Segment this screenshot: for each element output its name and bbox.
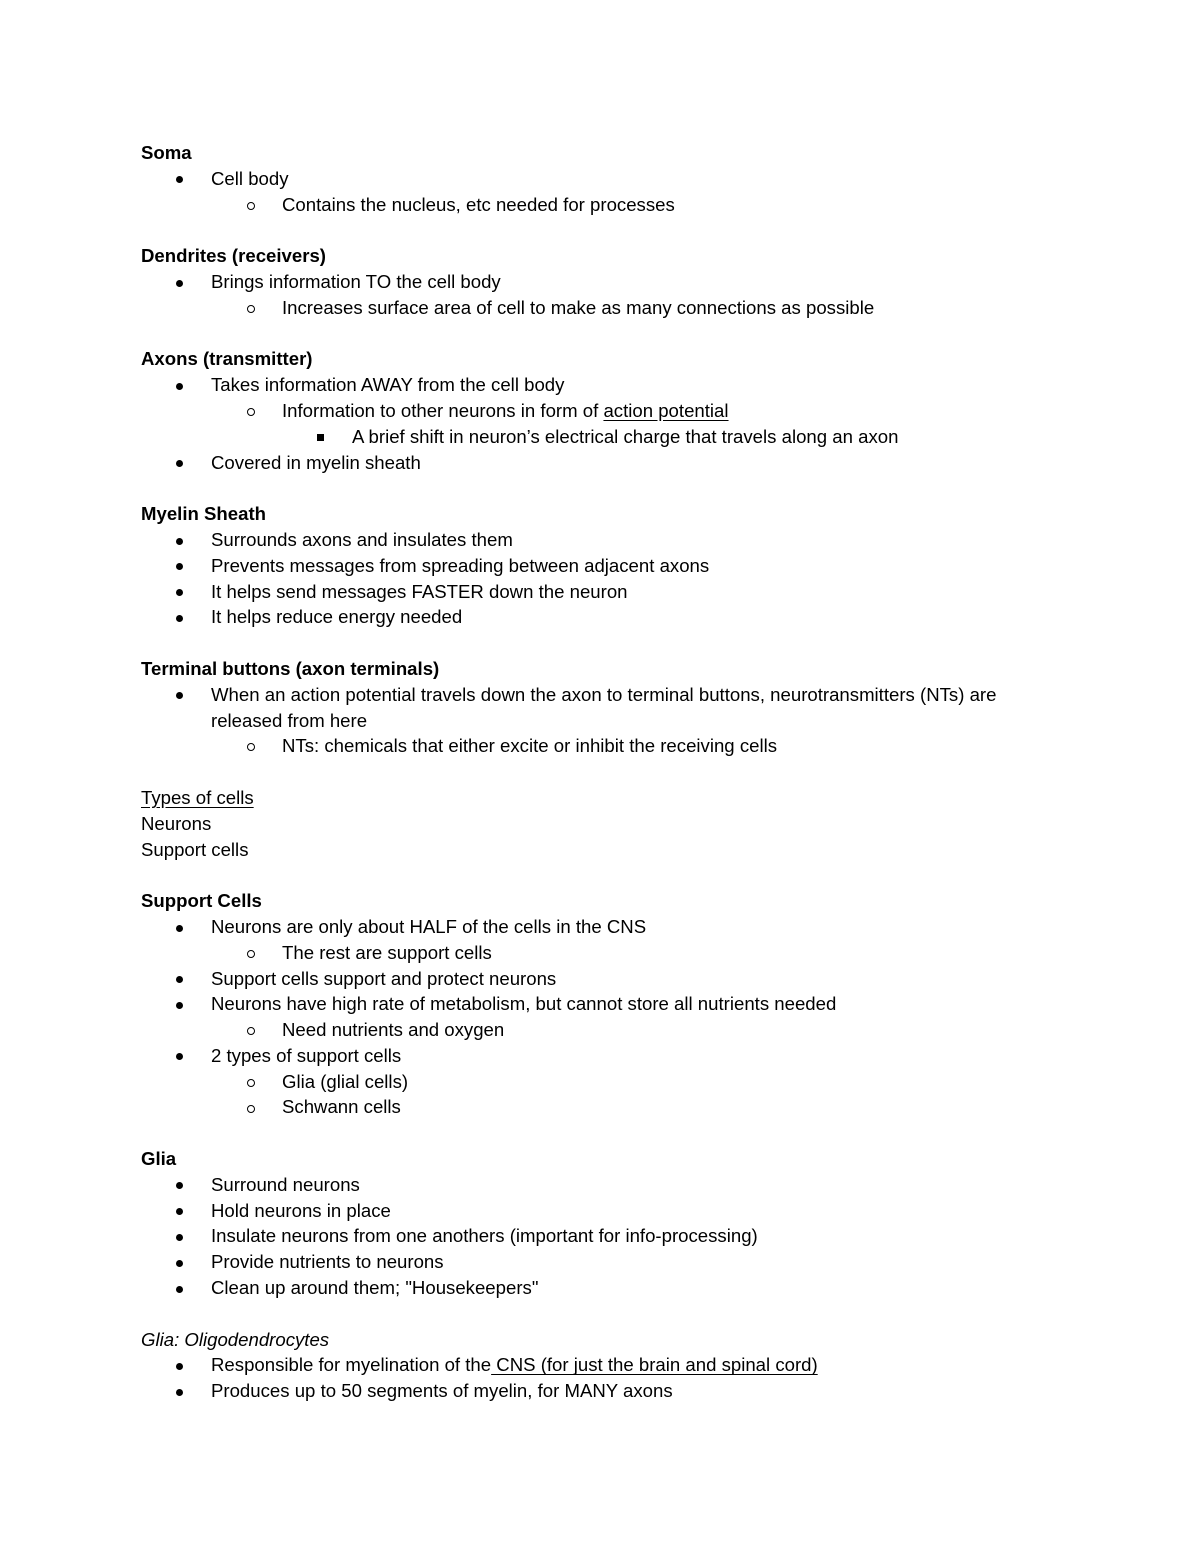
hollow-bullet-icon (247, 1105, 255, 1113)
bullet-icon (176, 976, 183, 983)
list-item: A brief shift in neuron’s electrical charge that travels along an axon (141, 424, 1061, 450)
list-item: Insulate neurons from one anothers (important for info-processing) (141, 1223, 1061, 1249)
bullet-icon (176, 615, 183, 622)
heading-myelin-sheath: Myelin Sheath (141, 503, 267, 525)
hollow-bullet-icon (247, 950, 255, 958)
list-item: The rest are support cells (141, 940, 1061, 966)
bullet-icon (176, 563, 183, 570)
underlined-term: action potential (603, 399, 729, 421)
bullet-icon (176, 692, 183, 699)
hollow-bullet-icon (247, 1079, 255, 1087)
hollow-bullet-icon (247, 743, 255, 751)
hollow-bullet-icon (247, 1027, 255, 1035)
list-item: Support cells support and protect neurons (141, 966, 1061, 992)
list-item: Glia (glial cells) (141, 1069, 1061, 1095)
heading-glia: Glia (141, 1148, 177, 1170)
list-item: Schwann cells (141, 1094, 1061, 1120)
list-item: Provide nutrients to neurons (141, 1249, 1061, 1275)
list-item: Covered in myelin sheath (141, 450, 1061, 476)
list-item: It helps reduce energy needed (141, 604, 1061, 630)
bullet-icon (176, 383, 183, 390)
notes-body (141, 140, 1061, 1404)
list-item: Produces up to 50 segments of myelin, for MANY axons (141, 1378, 1061, 1404)
hollow-bullet-icon (247, 305, 255, 313)
square-bullet-icon (317, 434, 324, 441)
list-item: Surround neurons (141, 1172, 1061, 1198)
hollow-bullet-icon (247, 408, 255, 416)
bullet-icon (176, 1053, 183, 1060)
heading-oligodendrocytes: Glia: Oligodendrocytes (141, 1328, 330, 1350)
plain-line: Support cells (141, 838, 249, 860)
list-item: Need nutrients and oxygen (141, 1017, 1061, 1043)
heading-soma: Soma (141, 142, 192, 163)
list-item: Clean up around them; "Housekeepers" (141, 1275, 1061, 1301)
list-item: Brings information TO the cell body (141, 269, 1061, 295)
list-item: Neurons are only about HALF of the cells in the CNS (141, 914, 1061, 940)
list-item: Cell body (141, 166, 1061, 192)
bullet-icon (176, 280, 183, 287)
heading-terminal-buttons: Terminal buttons (axon terminals) (141, 657, 440, 679)
hollow-bullet-icon (247, 202, 255, 210)
list-item: Surrounds axons and insulates them (141, 527, 1061, 553)
list-item: When an action potential travels down the axon to terminal buttons, neurotransmitters (NTs) are released from here (141, 682, 1061, 734)
bullet-icon (176, 538, 183, 545)
list-item: Takes information AWAY from the cell body (141, 372, 1061, 398)
bullet-icon (176, 176, 183, 183)
list-item: 2 types of support cells (141, 1043, 1061, 1069)
heading-support-cells: Support Cells (141, 890, 262, 912)
bullet-icon (176, 1260, 183, 1267)
bullet-icon (176, 589, 183, 596)
bullet-icon (176, 1286, 183, 1293)
list-item: Prevents messages from spreading between adjacent axons (141, 553, 1061, 579)
plain-line: Neurons (141, 812, 212, 834)
bullet-icon (176, 1234, 183, 1241)
bullet-icon (176, 1363, 183, 1370)
heading-types-of-cells: Types of cells (141, 786, 254, 808)
bullet-icon (176, 925, 183, 932)
heading-dendrites: Dendrites (receivers) (141, 245, 326, 267)
bullet-icon (176, 1182, 183, 1189)
underlined-term: CNS (for just the brain and spinal cord) (491, 1354, 818, 1376)
list-item: Hold neurons in place (141, 1198, 1061, 1224)
bullet-icon (176, 460, 183, 467)
bullet-icon (176, 1002, 183, 1009)
list-item: NTs: chemicals that either excite or inhibit the receiving cells (141, 733, 1061, 759)
list-item: It helps send messages FASTER down the neuron (141, 579, 1061, 605)
list-item: Increases surface area of cell to make as many connections as possible (141, 295, 1061, 321)
list-item: Responsible for myelination of the CNS (for just the brain and spinal cord) (141, 1352, 1061, 1378)
heading-axons: Axons (transmitter) (141, 348, 313, 370)
list-item: Information to other neurons in form of action potential (141, 398, 1061, 424)
bullet-icon (176, 1389, 183, 1396)
bullet-icon (176, 1208, 183, 1215)
list-item: Contains the nucleus, etc needed for processes (141, 192, 1061, 218)
list-item: Neurons have high rate of metabolism, but cannot store all nutrients needed (141, 991, 1061, 1017)
